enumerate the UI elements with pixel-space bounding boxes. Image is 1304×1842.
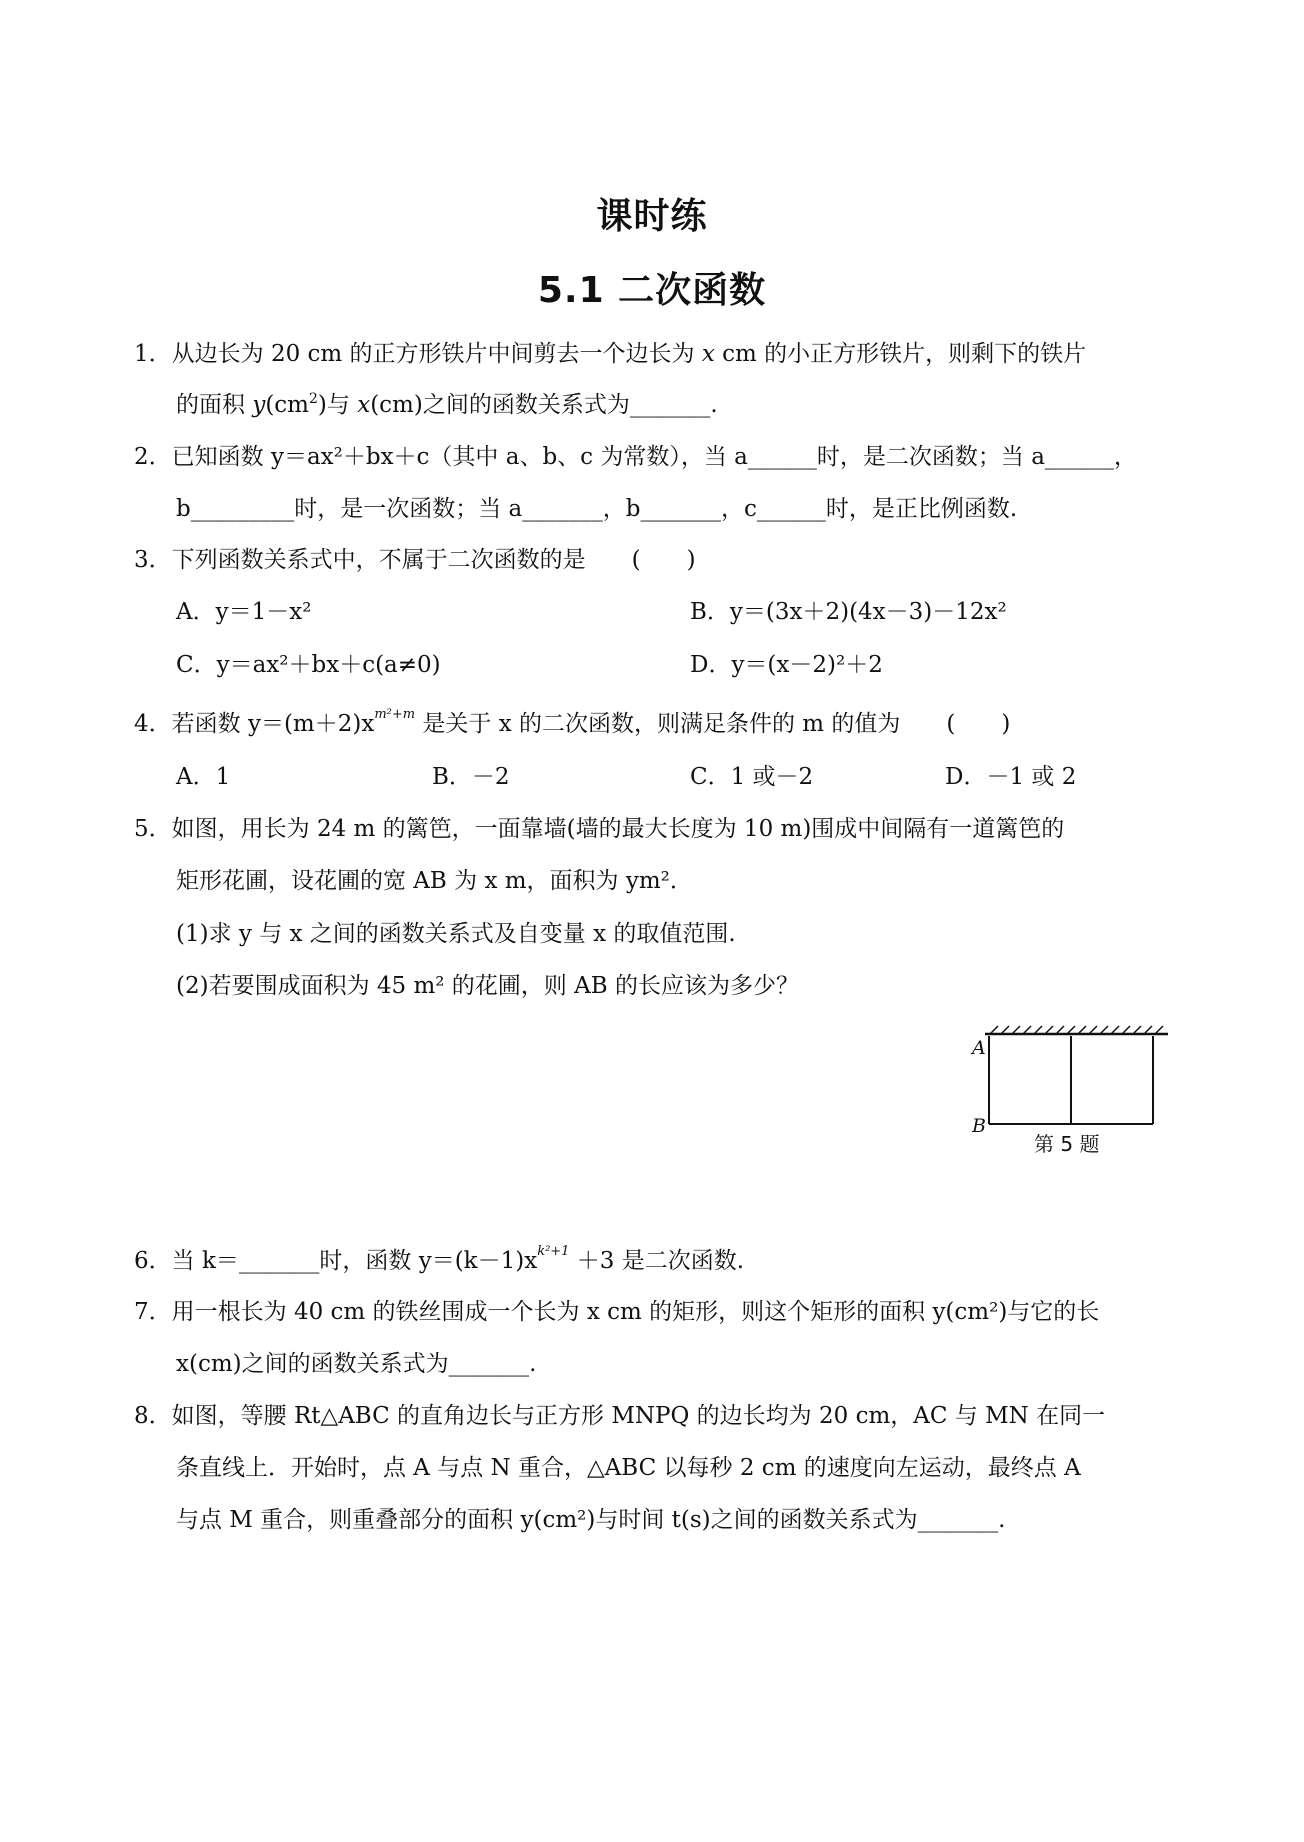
question-5-part-2: (2)若要围成面积为 45 m² 的花圃，则 AB 的长应该为多少？: [176, 973, 799, 999]
question-3-stem: 3．下列函数关系式中，不属于二次函数的是 ( ): [134, 547, 696, 573]
question-5-part-1: (1)求 y 与 x 之间的函数关系式及自变量 x 的取值范围.: [176, 921, 736, 947]
question-2-line-1: 2．已知函数 y＝ax²＋bx＋c（其中 a、b、c 为常数），当 a______时，是二次函数；当 a______，: [134, 444, 1137, 470]
page-title: 课时练: [596, 196, 708, 237]
question-4-stem: 4．若函数 $y=(m+2)x^{m^2+m}$ 是关于 x 的二次函数，则满足条件的 m 的值为 ( ): [134, 707, 1011, 737]
figure-caption: 第 5 题: [1034, 1132, 1100, 1156]
question-8-line-3: 与点 M 重合，则重叠部分的面积 y(cm²)与时间 t(s)之间的函数关系式为_______.: [176, 1507, 1006, 1533]
question-2-line-2: b_________时，是一次函数；当 a_______，b_______，c______时，是正比例函数.: [176, 496, 1018, 522]
question-8-line-2: 条直线上．开始时，点 A 与点 N 重合，△ABC 以每秒 2 cm 的速度向左运动，最终点 A: [176, 1455, 1081, 1481]
question-3-option-c: C．y＝ax²＋bx＋c(a≠0): [176, 652, 441, 678]
question-number: 8．: [134, 1403, 172, 1429]
question-1-line-1: 1．从边长为 20 cm 的正方形铁片中间剪去一个边长为 x cm 的小正方形铁片，则剩下的铁片: [134, 341, 1087, 367]
question-1-line-2: 的面积 $y(cm^2)$与 x(cm)之间的函数关系式为_______.: [176, 391, 718, 418]
question-number: 6．: [134, 1248, 172, 1274]
question-3-option-b: B．y＝(3x＋2)(4x－3)－12x²: [690, 599, 1007, 625]
question-4-option-c: C．1 或－2: [690, 764, 814, 790]
question-3-option-d: D．y＝(x－2)²＋2: [690, 652, 883, 678]
question-number: 1．: [134, 341, 172, 367]
question-4-option-d: D．－1 或 2: [945, 764, 1077, 790]
question-6: 6．当 k＝_______时，函数 $y=(k-1)x^{k^2+1} +3$ 是二次函数.: [134, 1244, 745, 1274]
question-7-line-1: 7．用一根长为 40 cm 的铁丝围成一个长为 x cm 的矩形，则这个矩形的面积 y(cm²)与它的长: [134, 1299, 1100, 1325]
question-4-option-b: B．－2: [432, 764, 510, 790]
question-5-line-1: 5．如图，用长为 24 m 的篱笆，一面靠墙(墙的最大长度为 10 m)围成中间隔有一道篱笆的: [134, 816, 1065, 842]
question-7-line-2: x(cm)之间的函数关系式为_______.: [176, 1351, 537, 1377]
question-number: 5．: [134, 816, 172, 842]
label-b: B: [972, 1115, 986, 1137]
section-title: 5.1 二次函数: [537, 270, 767, 311]
question-3-option-a: A．y＝1－x²: [176, 599, 312, 625]
question-number: 2．: [134, 444, 172, 470]
question-number: 7．: [134, 1299, 172, 1325]
label-a: A: [972, 1037, 986, 1059]
question-5-line-2: 矩形花圃，设花圃的宽 AB 为 x m，面积为 ym²．: [176, 868, 693, 894]
question-8-line-1: 8．如图，等腰 Rt△ABC 的直角边长与正方形 MNPQ 的边长均为 20 cm，AC 与 MN 在同一: [134, 1403, 1106, 1429]
question-number: 3．: [134, 547, 172, 573]
question-4-option-a: A．1: [176, 764, 231, 790]
question-number: 4．: [134, 711, 172, 737]
